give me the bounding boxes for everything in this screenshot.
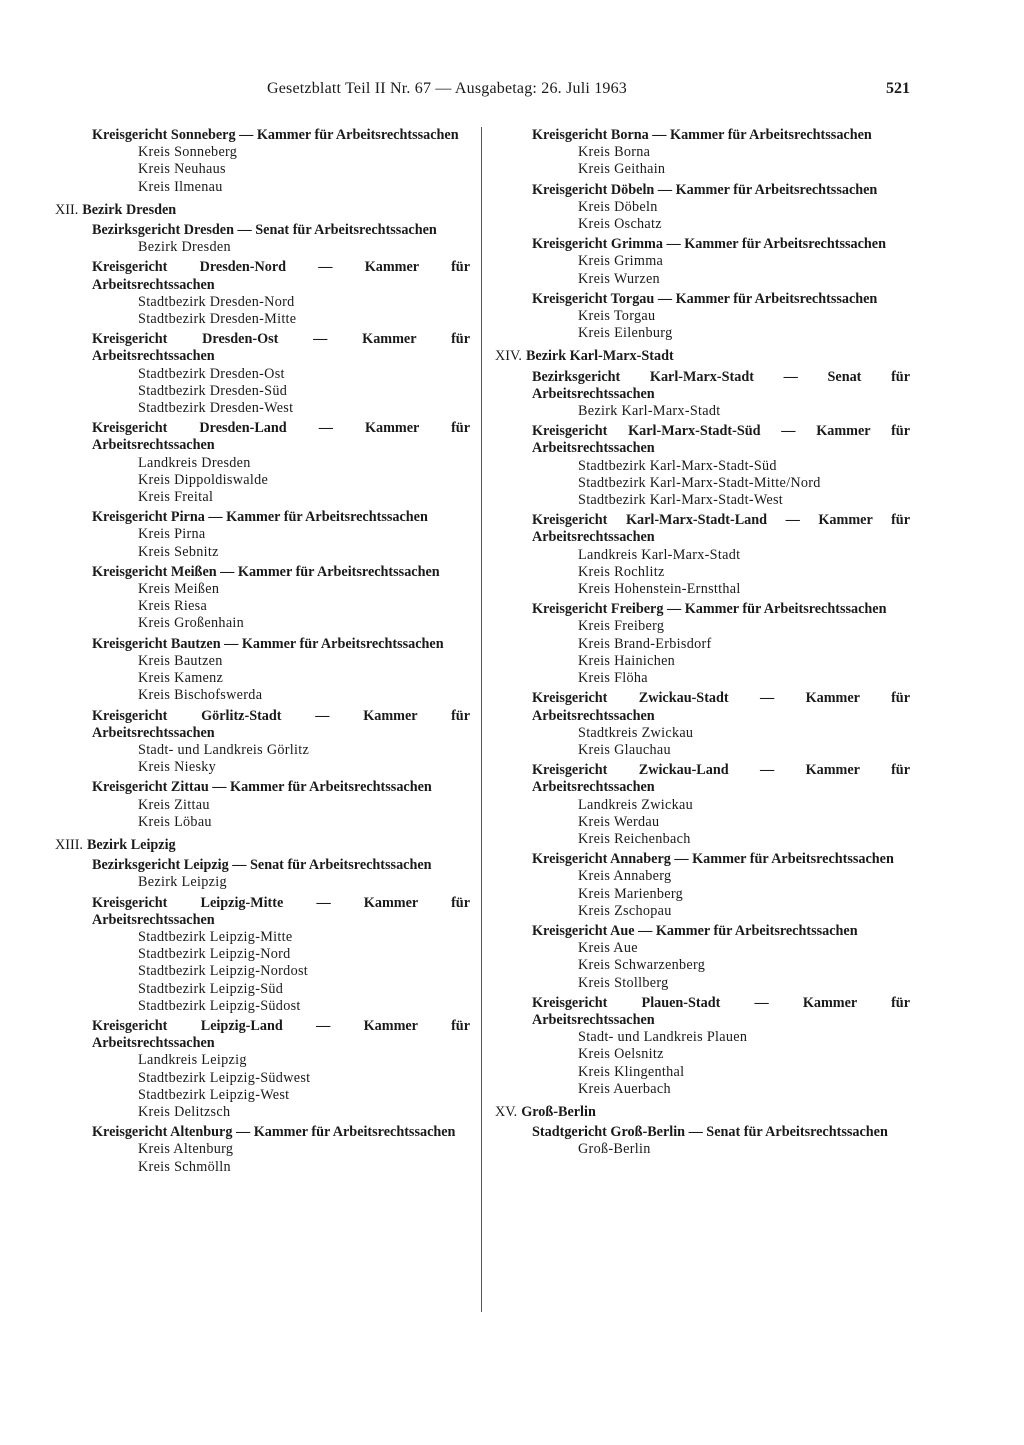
- jurisdiction-entry: Kreis Sebnitz: [138, 543, 219, 560]
- district-section: [495, 1104, 910, 1159]
- jurisdiction-list: [578, 797, 910, 849]
- court-block: [495, 291, 910, 343]
- jurisdiction-list: [578, 199, 910, 233]
- jurisdiction-entry: Kreis Geithain: [578, 161, 666, 178]
- district-heading: [495, 1104, 910, 1121]
- district-name: Groß-Berlin: [521, 1103, 596, 1120]
- jurisdiction-entry: Kreis Schmölln: [138, 1158, 231, 1175]
- court-block: [55, 636, 470, 705]
- jurisdiction-list: [578, 1141, 910, 1158]
- district-section: [55, 202, 470, 831]
- jurisdiction-entry: Kreis Hainichen: [578, 652, 676, 669]
- jurisdiction-entry: Kreis Sonneberg: [138, 144, 238, 161]
- court-block: [495, 601, 910, 687]
- district-number: XV.: [495, 1103, 518, 1120]
- court-block: [55, 127, 470, 196]
- jurisdiction-entry: Kreis Pirna: [138, 526, 206, 543]
- district-number: XIV.: [495, 348, 522, 365]
- jurisdiction-entry: Stadtbezirk Dresden-Süd: [138, 382, 288, 399]
- court-name: Kreisgericht Altenburg — Kammer für Arbeitsrechtssachen: [92, 1124, 456, 1141]
- court-name: Stadtgericht Groß-Berlin — Senat für Arbeitsrechtssachen: [532, 1124, 888, 1141]
- jurisdiction-entry: Stadtbezirk Dresden-Nord: [138, 293, 295, 310]
- court-block: [495, 923, 910, 992]
- jurisdiction-entry: Kreis Rochlitz: [578, 563, 665, 580]
- jurisdiction-entry: Stadtbezirk Leipzig-West: [138, 1086, 290, 1103]
- district-number: XIII.: [55, 836, 83, 853]
- court-name: Kreisgericht Pirna — Kammer für Arbeitsrechtssachen: [92, 509, 428, 526]
- jurisdiction-entry: Kreis Wurzen: [578, 270, 660, 287]
- court-block: [495, 127, 910, 179]
- jurisdiction-entry: Stadtbezirk Leipzig-Südwest: [138, 1069, 311, 1086]
- jurisdiction-entry: Kreis Bischofswerda: [138, 687, 263, 704]
- jurisdiction-entry: Stadtbezirk Dresden-West: [138, 400, 294, 417]
- jurisdiction-list: [138, 294, 470, 328]
- right-column: [495, 124, 910, 1159]
- jurisdiction-entry: Kreis Torgau: [578, 308, 656, 325]
- court-name: Kreisgericht Meißen — Kammer für Arbeitsrechtssachen: [92, 563, 440, 580]
- court-block: [55, 1018, 470, 1121]
- court-name: Kreisgericht Karl-Marx-Stadt-Süd — Kammer für Arbeitsrechtssachen: [532, 423, 910, 457]
- court-name: Kreisgericht Grimma — Kammer für Arbeitsrechtssachen: [532, 236, 886, 253]
- jurisdiction-entry: Kreis Flöha: [578, 670, 648, 687]
- court-block: [55, 708, 470, 777]
- jurisdiction-entry: Kreis Altenburg: [138, 1141, 234, 1158]
- jurisdiction-entry: Stadtbezirk Leipzig-Nordost: [138, 963, 309, 980]
- court-block: [495, 182, 910, 234]
- jurisdiction-entry: Kreis Marienberg: [578, 885, 683, 902]
- district-heading: [55, 202, 470, 219]
- court-name: Kreisgericht Görlitz-Stadt — Kammer für Arbeitsrechtssachen: [92, 707, 470, 741]
- jurisdiction-entry: Bezirk Leipzig: [138, 874, 227, 891]
- court-block: [495, 995, 910, 1098]
- court-block: [55, 564, 470, 633]
- court-block: [55, 1124, 470, 1176]
- court-name: Kreisgericht Leipzig-Mitte — Kammer für Arbeitsrechtssachen: [92, 894, 470, 928]
- jurisdiction-list: [578, 308, 910, 342]
- jurisdiction-entry: Stadtbezirk Leipzig-Mitte: [138, 928, 293, 945]
- jurisdiction-list: [578, 940, 910, 992]
- court-name: Kreisgericht Freiberg — Kammer für Arbeitsrechtssachen: [532, 601, 887, 618]
- jurisdiction-entry: Kreis Klingenthal: [578, 1063, 685, 1080]
- jurisdiction-list: [578, 1029, 910, 1098]
- court-block: [495, 423, 910, 509]
- jurisdiction-list: [138, 581, 470, 633]
- jurisdiction-entry: Kreis Zschopau: [578, 902, 672, 919]
- court-name: Kreisgericht Sonneberg — Kammer für Arbeitsrechtssachen: [92, 127, 459, 143]
- jurisdiction-entry: Kreis Schwarzenberg: [578, 957, 706, 974]
- jurisdiction-entry: Kreis Brand-Erbisdorf: [578, 635, 712, 652]
- district-name: Bezirk Karl-Marx-Stadt: [525, 348, 674, 365]
- jurisdiction-entry: Kreis Delitzsch: [138, 1103, 231, 1120]
- court-name: Kreisgericht Dresden-Land — Kammer für Arbeitsrechtssachen: [92, 420, 470, 454]
- jurisdiction-list: [138, 239, 470, 256]
- court-block: [55, 331, 470, 417]
- jurisdiction-entry: Kreis Oelsnitz: [578, 1046, 664, 1063]
- court-name: Kreisgericht Döbeln — Kammer für Arbeitsrechtssachen: [532, 181, 878, 198]
- court-name: Bezirksgericht Karl-Marx-Stadt — Senat für Arbeitsrechtssachen: [532, 368, 910, 402]
- jurisdiction-list: [578, 725, 910, 759]
- jurisdiction-list: [138, 455, 470, 507]
- jurisdiction-list: [578, 618, 910, 687]
- jurisdiction-entry: Stadt- und Landkreis Plauen: [578, 1029, 748, 1046]
- jurisdiction-entry: Kreis Dippoldiswalde: [138, 471, 269, 488]
- jurisdiction-entry: Stadtbezirk Leipzig-Südost: [138, 997, 301, 1014]
- court-name: Bezirksgericht Dresden — Senat für Arbeitsrechtssachen: [92, 222, 437, 239]
- district-heading: [55, 837, 470, 854]
- jurisdiction-entry: Stadtkreis Zwickau: [578, 724, 694, 741]
- court-block: [55, 222, 470, 256]
- court-block: [495, 236, 910, 288]
- district-section: [55, 127, 470, 196]
- jurisdiction-list: [578, 253, 910, 287]
- jurisdiction-entry: Kreis Löbau: [138, 813, 212, 830]
- jurisdiction-entry: Kreis Reichenbach: [578, 830, 691, 847]
- court-block: [55, 420, 470, 506]
- jurisdiction-entry: Bezirk Karl-Marx-Stadt: [578, 403, 721, 420]
- jurisdiction-entry: Groß-Berlin: [578, 1141, 651, 1158]
- court-name: Kreisgericht Leipzig-Land — Kammer für Arbeitsrechtssachen: [92, 1017, 470, 1052]
- jurisdiction-entry: Landkreis Karl-Marx-Stadt: [578, 546, 741, 563]
- jurisdiction-entry: Kreis Kamenz: [138, 670, 224, 687]
- district-section: [495, 127, 910, 342]
- jurisdiction-list: [578, 868, 910, 920]
- court-name: Kreisgericht Torgau — Kammer für Arbeitsrechtssachen: [532, 290, 878, 307]
- jurisdiction-entry: Stadtbezirk Karl-Marx-Stadt-Mitte/Nord: [578, 474, 821, 491]
- jurisdiction-list: [578, 144, 910, 178]
- district-name: Bezirk Dresden: [82, 201, 177, 218]
- jurisdiction-entry: Kreis Aue: [578, 940, 638, 957]
- jurisdiction-entry: Landkreis Zwickau: [578, 796, 694, 813]
- jurisdiction-entry: Bezirk Dresden: [138, 239, 231, 256]
- jurisdiction-entry: Stadtbezirk Leipzig-Nord: [138, 946, 291, 963]
- jurisdiction-list: [138, 526, 470, 560]
- court-block: [495, 851, 910, 920]
- jurisdiction-list: [138, 929, 470, 1015]
- court-block: [495, 690, 910, 759]
- jurisdiction-entry: Kreis Hohenstein-Ernstthal: [578, 581, 741, 598]
- jurisdiction-entry: Kreis Döbeln: [578, 198, 658, 215]
- jurisdiction-entry: Kreis Auerbach: [578, 1080, 671, 1097]
- jurisdiction-entry: Kreis Großenhain: [138, 615, 245, 632]
- left-column: [55, 124, 470, 1176]
- jurisdiction-entry: Kreis Grimma: [578, 253, 664, 270]
- jurisdiction-entry: Kreis Glauchau: [578, 741, 671, 758]
- jurisdiction-entry: Kreis Riesa: [138, 598, 208, 615]
- page-number: 521: [886, 80, 910, 97]
- court-name: Kreisgericht Annaberg — Kammer für Arbeitsrechtssachen: [532, 851, 894, 868]
- court-name: Kreisgericht Aue — Kammer für Arbeitsrechtssachen: [532, 922, 858, 939]
- court-name: Kreisgericht Plauen-Stadt — Kammer für Arbeitsrechtssachen: [532, 994, 910, 1028]
- jurisdiction-list: [578, 403, 910, 420]
- jurisdiction-entry: Stadtbezirk Dresden-Ost: [138, 365, 285, 382]
- district-section: [495, 348, 910, 1098]
- jurisdiction-list: [578, 458, 910, 510]
- court-name: Kreisgericht Karl-Marx-Stadt-Land — Kammer für Arbeitsrechtssachen: [532, 512, 910, 546]
- court-name: Kreisgericht Zwickau-Stadt — Kammer für Arbeitsrechtssachen: [532, 690, 910, 724]
- jurisdiction-entry: Kreis Annaberg: [578, 868, 672, 885]
- district-section: [55, 837, 470, 1176]
- jurisdiction-entry: Kreis Meißen: [138, 581, 220, 598]
- jurisdiction-entry: Kreis Bautzen: [138, 652, 223, 669]
- column-divider: [481, 127, 482, 1312]
- jurisdiction-entry: Kreis Niesky: [138, 759, 217, 776]
- court-name: Kreisgericht Borna — Kammer für Arbeitsrechtssachen: [532, 127, 872, 143]
- jurisdiction-list: [138, 1141, 470, 1175]
- district-heading: [495, 348, 910, 365]
- jurisdiction-list: [138, 742, 470, 776]
- jurisdiction-entry: Stadt- und Landkreis Görlitz: [138, 741, 310, 758]
- court-block: [495, 512, 910, 598]
- jurisdiction-entry: Landkreis Leipzig: [138, 1052, 247, 1069]
- jurisdiction-entry: Kreis Neuhaus: [138, 161, 226, 178]
- jurisdiction-entry: Kreis Eilenburg: [578, 325, 673, 342]
- jurisdiction-entry: Landkreis Dresden: [138, 454, 251, 471]
- court-block: [55, 895, 470, 1015]
- jurisdiction-entry: Stadtbezirk Karl-Marx-Stadt-Süd: [578, 457, 777, 474]
- jurisdiction-list: [138, 144, 470, 196]
- court-block: [495, 369, 910, 421]
- jurisdiction-entry: Stadtbezirk Leipzig-Süd: [138, 980, 284, 997]
- jurisdiction-entry: Kreis Ilmenau: [138, 178, 223, 195]
- jurisdiction-entry: Kreis Werdau: [578, 813, 660, 830]
- court-name: Kreisgericht Dresden-Ost — Kammer für Arbeitsrechtssachen: [92, 331, 470, 365]
- court-block: [55, 509, 470, 561]
- jurisdiction-list: [138, 1052, 470, 1121]
- court-block: [55, 259, 470, 328]
- court-name: Kreisgericht Dresden-Nord — Kammer für Arbeitsrechtssachen: [92, 259, 470, 293]
- court-block: [55, 779, 470, 831]
- jurisdiction-entry: Kreis Borna: [578, 144, 651, 161]
- gazette-title: Gesetzblatt Teil II Nr. 67 — Ausgabetag: 26. Juli 1963: [267, 80, 627, 97]
- jurisdiction-entry: Kreis Zittau: [138, 796, 210, 813]
- jurisdiction-entry: Stadtbezirk Karl-Marx-Stadt-West: [578, 492, 784, 509]
- court-block: [495, 762, 910, 848]
- jurisdiction-list: [138, 797, 470, 831]
- jurisdiction-entry: Kreis Stollberg: [578, 974, 669, 991]
- jurisdiction-entry: Kreis Freiberg: [578, 618, 665, 635]
- jurisdiction-list: [138, 653, 470, 705]
- jurisdiction-entry: Stadtbezirk Dresden-Mitte: [138, 311, 297, 328]
- district-name: Bezirk Leipzig: [86, 836, 176, 853]
- court-name: Kreisgericht Zittau — Kammer für Arbeitsrechtssachen: [92, 779, 432, 796]
- court-name: Kreisgericht Bautzen — Kammer für Arbeitsrechtssachen: [92, 635, 444, 652]
- page-header: [95, 80, 910, 104]
- court-name: Kreisgericht Zwickau-Land — Kammer für Arbeitsrechtssachen: [532, 762, 910, 796]
- court-block: [495, 1124, 910, 1158]
- jurisdiction-list: [138, 874, 470, 891]
- jurisdiction-list: [578, 547, 910, 599]
- jurisdiction-entry: Kreis Freital: [138, 489, 214, 506]
- district-number: XII.: [55, 201, 79, 218]
- jurisdiction-entry: Kreis Oschatz: [578, 216, 662, 233]
- court-name: Bezirksgericht Leipzig — Senat für Arbeitsrechtssachen: [92, 857, 432, 874]
- court-block: [55, 857, 470, 891]
- jurisdiction-list: [138, 366, 470, 418]
